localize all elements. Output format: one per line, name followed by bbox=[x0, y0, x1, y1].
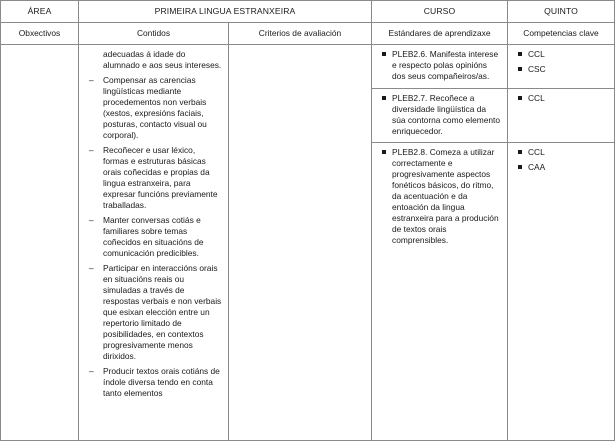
col-header-estandares: Estándares de aprendizaxe bbox=[372, 23, 508, 45]
list-item-text: Participar en interaccións orais en situacións reais ou simuladas a través de respostas verbais e non verbais que esixan elección entre un repertorio limitado de posibilidades, en contextos progresivamente menos dirixidos. bbox=[103, 263, 222, 361]
square-bullet-icon bbox=[518, 67, 522, 71]
square-bullet-icon bbox=[518, 165, 522, 169]
list-item bbox=[89, 366, 222, 399]
estandar-block bbox=[372, 89, 507, 143]
estandar-block bbox=[372, 45, 507, 89]
contidos-list bbox=[79, 45, 228, 399]
competencia-text: CCL bbox=[528, 147, 545, 157]
list-item-text: Manter conversas cotiás e familiares sobre temas coñecidos en situacións de comunicación predicibles. bbox=[103, 215, 204, 258]
competencia-text: CCL bbox=[528, 93, 545, 103]
criterios-cell bbox=[229, 45, 372, 441]
estandar-text: PLEB2.7. Recoñece a diversidade lingüística da súa contorna como elemento enriquecedor. bbox=[392, 93, 501, 136]
square-bullet-icon bbox=[518, 96, 522, 100]
competencia-item bbox=[514, 49, 608, 60]
competencia-text: CCL bbox=[528, 49, 545, 59]
col-header-competencias: Competencias clave bbox=[508, 23, 615, 45]
competencia-item bbox=[514, 64, 608, 75]
body-row bbox=[1, 45, 615, 441]
square-bullet-icon bbox=[382, 96, 386, 100]
competencia-item bbox=[514, 147, 608, 158]
list-item bbox=[89, 215, 222, 259]
competencias-block bbox=[508, 89, 614, 143]
dash-marker: – bbox=[89, 263, 94, 273]
list-item-text: Recoñecer e usar léxico, formas e estruturas básicas orais coñecidas e propias da lingua estranxeira, para expresar funcións previamente traballadas. bbox=[103, 145, 218, 210]
list-item bbox=[89, 145, 222, 211]
list-item bbox=[89, 75, 222, 141]
estandar-item bbox=[378, 147, 501, 246]
estandar-block bbox=[372, 143, 507, 427]
dash-marker: – bbox=[89, 145, 94, 155]
list-item-text: Compensar as carencias lingüísticas mediante procedementos non verbais (xestos, expresións faciais, posturas, contacto visual ou corporal). bbox=[103, 75, 207, 140]
list-item bbox=[89, 263, 222, 362]
estandar-item bbox=[378, 49, 501, 82]
square-bullet-icon bbox=[382, 52, 386, 56]
list-item bbox=[89, 49, 222, 71]
curso-label: CURSO bbox=[372, 1, 508, 23]
curso-value: QUINTO bbox=[508, 1, 615, 23]
col-header-contidos: Contidos bbox=[79, 23, 229, 45]
competencia-item bbox=[514, 162, 608, 173]
area-label: ÁREA bbox=[1, 1, 79, 23]
square-bullet-icon bbox=[382, 150, 386, 154]
contidos-cell bbox=[79, 45, 229, 441]
estandar-text: PLEB2.8. Comeza a utilizar correctamente e progresivamente aspectos fonéticos básicos, do ritmo, da acentuación e da entoación da lingua estranxeira para a produción de textos orais comprensibles. bbox=[392, 147, 499, 245]
area-value: PRIMEIRA LINGUA ESTRANXEIRA bbox=[79, 1, 372, 23]
dash-marker: – bbox=[89, 366, 94, 376]
square-bullet-icon bbox=[518, 52, 522, 56]
header-row-columns bbox=[1, 23, 615, 45]
estandar-item bbox=[378, 93, 501, 137]
list-item-text: adecuadas á idade do alumnado e aos seus intereses. bbox=[103, 49, 222, 70]
estandares-cell bbox=[372, 45, 508, 441]
header-row-area bbox=[1, 1, 615, 23]
competencia-text: CAA bbox=[528, 162, 546, 172]
square-bullet-icon bbox=[518, 150, 522, 154]
competencias-cell bbox=[508, 45, 615, 441]
dash-marker: – bbox=[89, 75, 94, 85]
competencias-block bbox=[508, 45, 614, 89]
competencia-item bbox=[514, 93, 608, 104]
competencias-block bbox=[508, 143, 614, 427]
dash-marker: – bbox=[89, 215, 94, 225]
list-item-text: Producir textos orais cotiáns de índole diversa tendo en conta tanto elementos bbox=[103, 366, 220, 398]
competencia-text: CSC bbox=[528, 64, 546, 74]
col-header-obxectivos: Obxectivos bbox=[1, 23, 79, 45]
obxectivos-cell bbox=[1, 45, 79, 441]
col-header-criterios: Criterios de avaliación bbox=[229, 23, 372, 45]
estandar-text: PLEB2.6. Manifesta interese e respecto polas opinións dos seus compañeiros/as. bbox=[392, 49, 499, 81]
